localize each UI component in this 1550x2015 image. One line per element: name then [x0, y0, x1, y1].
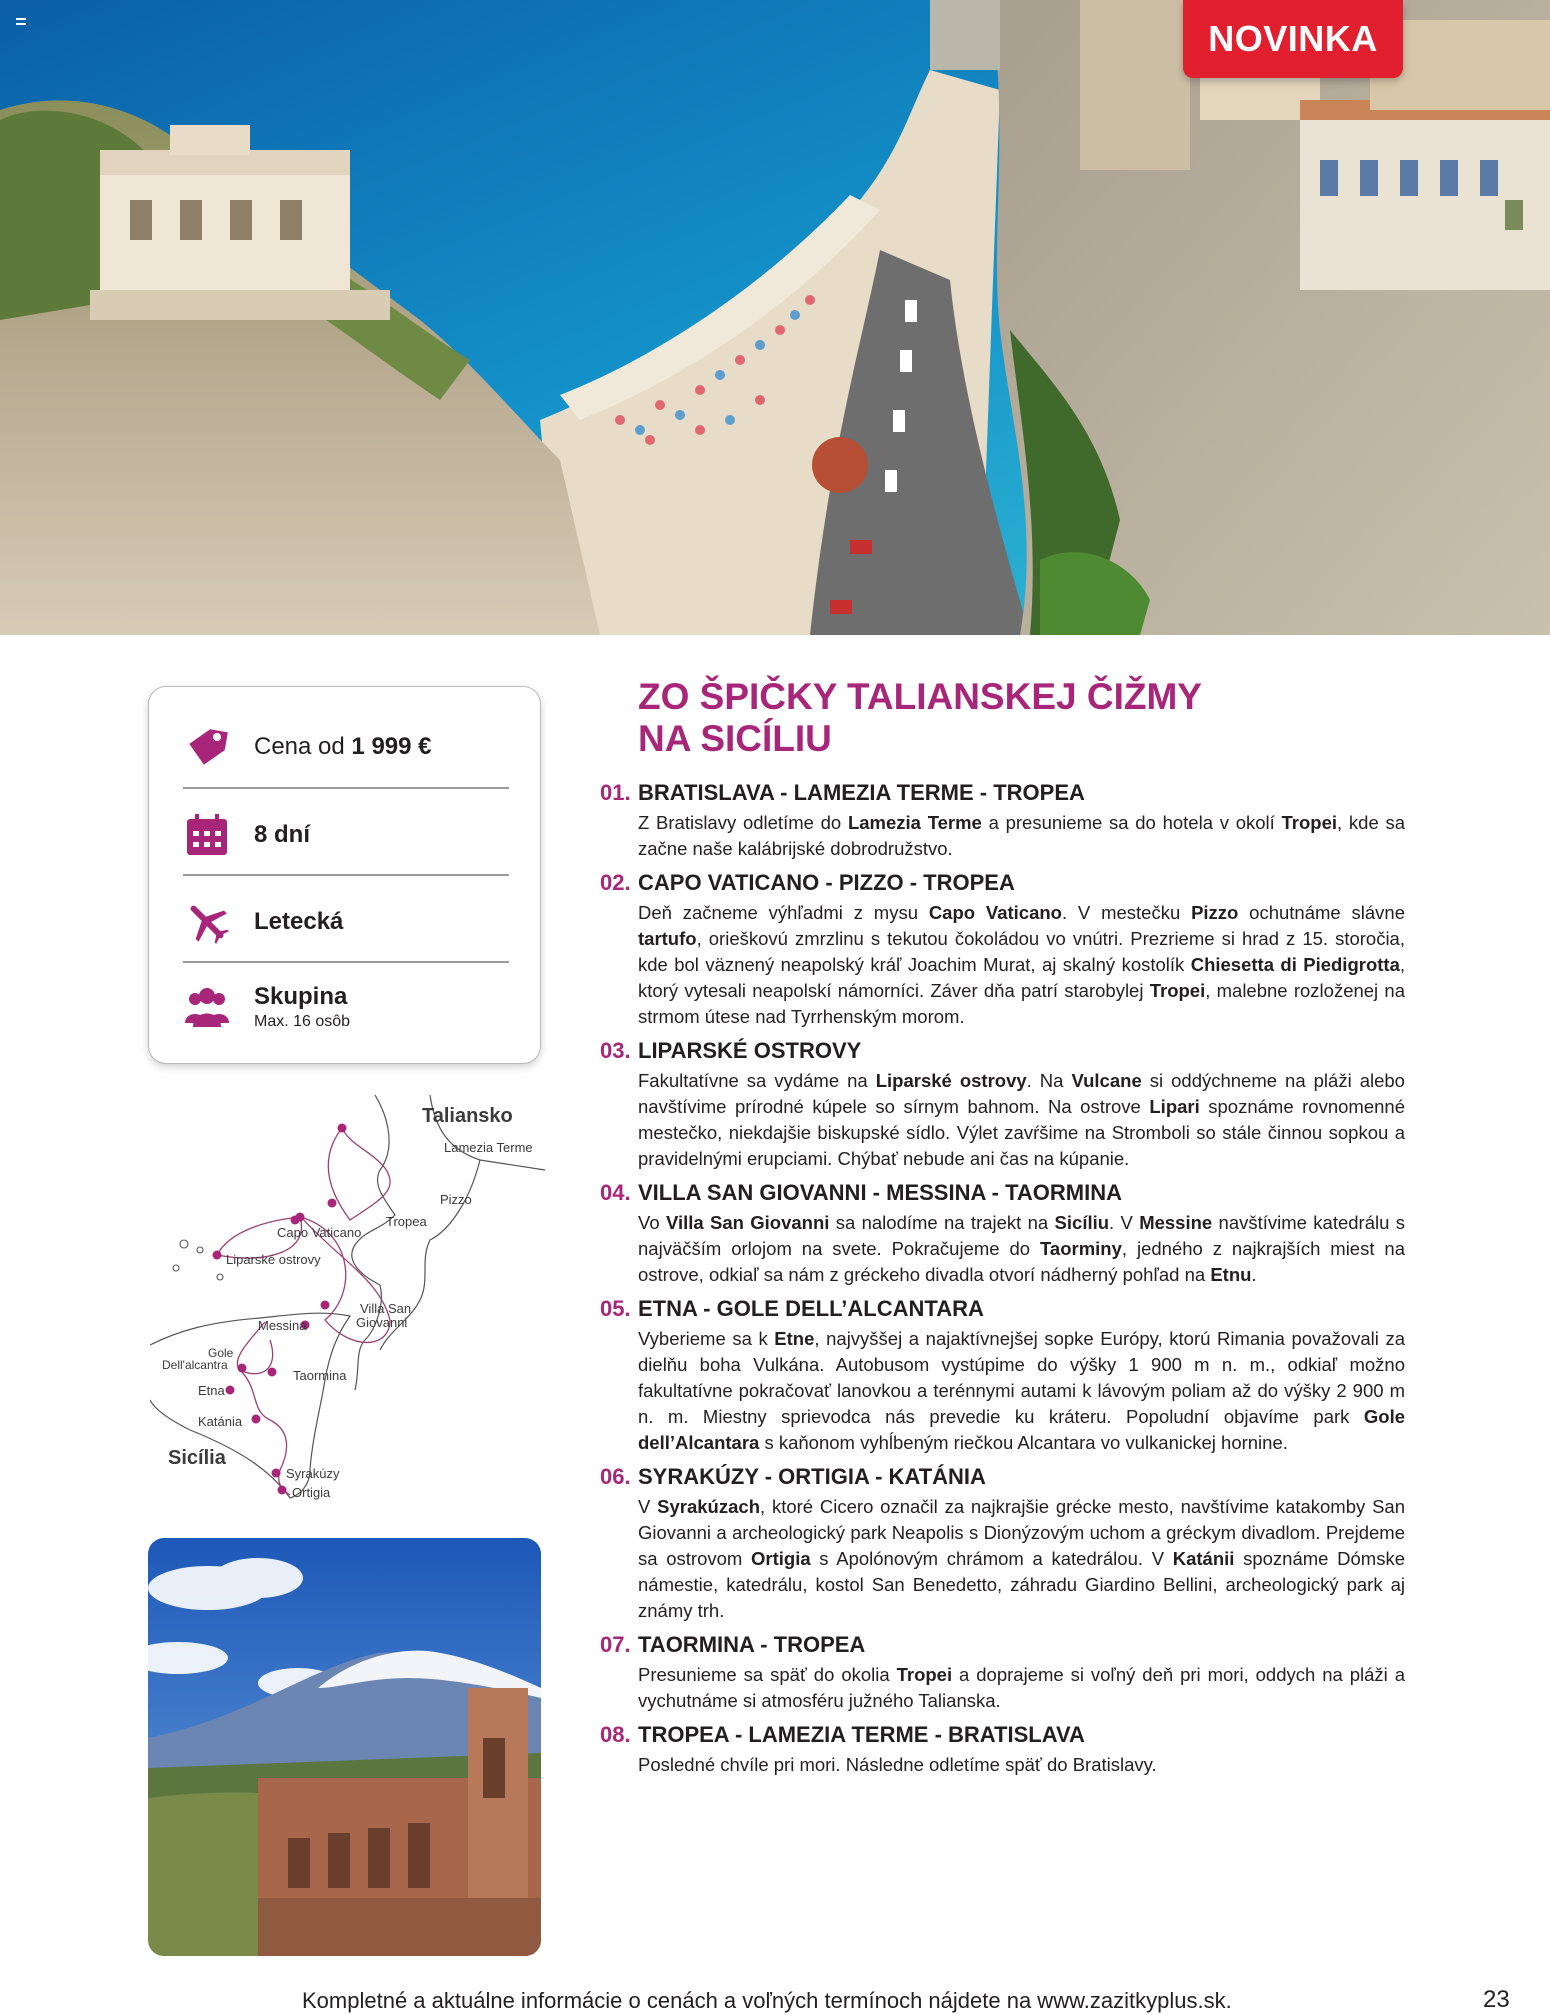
description-text: , najvyššej a najaktívnejšej sopke Európy, ktorú Rimania považovali za dielňu boha Vulkána. Autobusom vystúpime do výšky 1 900 m n. m., odkiaľ možno fakultatívne pokračovať lanovkou a terénnymi autami k lávovým poliam až do výšky 2 900 m n. m. Miestny sprievodca nás prevedie ku kráteru. Popoludní objavíme park — [638, 1328, 1405, 1427]
itinerary-day — [600, 1036, 1405, 1172]
day-description — [638, 1068, 1405, 1172]
map-label-gole2: Dell'alcantra — [162, 1358, 228, 1372]
map-label-taormina: Taormina — [293, 1368, 347, 1383]
map-label-pizzo: Pizzo — [440, 1192, 472, 1207]
duration-row — [183, 811, 509, 859]
day-heading — [600, 1630, 1405, 1660]
divider — [183, 787, 509, 789]
itinerary-day — [600, 778, 1405, 862]
itinerary-day — [600, 1178, 1405, 1288]
day-description — [638, 1326, 1405, 1456]
day-title: LIPARSKÉ OSTROVY — [638, 1038, 862, 1063]
description-text: . V mestečku — [1061, 902, 1192, 923]
map-label-villa2: Giovanni — [356, 1315, 408, 1330]
description-text: spoznáme Dómske námestie, katedrálu, kostol San Benedetto, záhradu Giardino Bellini, archeologický park aj známy trh. — [638, 1548, 1405, 1621]
calendar-icon — [183, 811, 231, 859]
description-text: s Apolónovým chrámom a katedrálou. V — [810, 1548, 1173, 1569]
highlighted-place: Tropei — [1281, 812, 1338, 833]
divider — [183, 961, 509, 963]
group-title: Skupina — [254, 983, 348, 1010]
highlighted-place: Tropei — [1149, 980, 1206, 1001]
day-heading — [600, 778, 1405, 808]
map-label-lipari: Liparské ostrovy — [226, 1252, 321, 1267]
description-text: a doprajeme si voľný deň pri mori, oddych na pláži a vychutnáme si atmosféru južného Talianska. — [638, 1664, 1405, 1711]
itinerary-list — [600, 778, 1405, 1784]
itinerary-day — [600, 1294, 1405, 1456]
day-description — [638, 810, 1405, 862]
description-text: , kde sa začne naše kalábrijské dobrodružstvo. — [638, 812, 1405, 859]
description-text: si oddýchneme na pláži alebo navštívime prírodné kúpele so sírnym bahnom. Na ostrove — [638, 1070, 1405, 1117]
map-label-tropea: Tropea — [386, 1214, 427, 1229]
day-heading — [600, 1294, 1405, 1324]
day-number: 06. — [600, 1464, 631, 1489]
map-label-katania: Katánia — [198, 1414, 243, 1429]
map-label-lamezia: Lamezia Terme — [444, 1140, 533, 1155]
day-number: 03. — [600, 1038, 631, 1063]
day-heading — [600, 1720, 1405, 1750]
map-label-gole1: Gole — [208, 1346, 234, 1360]
day-title: SYRAKÚZY - ORTIGIA - KATÁNIA — [638, 1464, 986, 1489]
description-text: Presunieme sa späť do okolia — [638, 1664, 897, 1685]
day-description — [638, 1752, 1405, 1778]
route-map — [150, 1090, 550, 1510]
transport-text: Letecká — [254, 908, 344, 935]
day-description — [638, 1494, 1405, 1624]
map-label-italy: Taliansko — [422, 1105, 513, 1127]
highlighted-place: Vulcane — [1071, 1070, 1142, 1091]
divider — [183, 874, 509, 876]
description-text: Z Bratislavy odletíme do — [638, 812, 848, 833]
description-text: spoznáme rovnomenné mestečko, niekdajšie biskupské sídlo. Výlet zavŕšime na Stromboli so stále činnou sopkou a pravidelnými erupciami. Chýbať nebude ani čas na kúpanie. — [638, 1096, 1405, 1169]
highlighted-place: Etnu — [1210, 1264, 1252, 1285]
highlighted-place: Syrakúzach — [657, 1496, 760, 1517]
day-description — [638, 1210, 1405, 1288]
page-title — [638, 676, 1338, 760]
highlighted-place: Sicíliu — [1054, 1212, 1110, 1233]
description-text: s kaňonom vyhĺbeným riečkou Alcantara vo vulkanickej hornine. — [759, 1432, 1288, 1453]
day-title: CAPO VATICANO - PIZZO - TROPEA — [638, 870, 1015, 895]
footer-text: Kompletné a aktuálne informácie o cenách a voľných termínoch nájdete na www.zazitkyplus.sk. — [302, 1988, 1232, 2013]
day-heading — [600, 1462, 1405, 1492]
map-label-messina: Messina — [258, 1318, 307, 1333]
day-number: 08. — [600, 1722, 631, 1747]
price-row — [183, 723, 509, 771]
highlighted-place: Pizzo — [1191, 902, 1239, 923]
description-text: . — [1251, 1264, 1257, 1285]
day-title: TAORMINA - TROPEA — [638, 1632, 866, 1657]
airplane-icon — [183, 898, 231, 946]
day-number: 07. — [600, 1632, 631, 1657]
description-text: sa nalodíme na trajekt na — [829, 1212, 1055, 1233]
description-text: V — [638, 1496, 658, 1517]
duration-text: 8 dní — [254, 821, 311, 848]
highlighted-place: Katánii — [1172, 1548, 1235, 1569]
description-text: , ktoré Cicero označil za najkrajšie grécke mesto, navštívime katakomby San Giovanni a archeologický park Neapolis s Dionýzovým uchom a gréckym divadlom. Prejdeme sa ostrovom — [638, 1496, 1405, 1569]
map-label-capo: Capo Vaticano — [277, 1225, 362, 1240]
day-heading — [600, 868, 1405, 898]
itinerary-day — [600, 1462, 1405, 1624]
highlighted-place: Villa San Giovanni — [665, 1212, 830, 1233]
highlighted-place: Liparské ostrovy — [875, 1070, 1027, 1091]
highlighted-place: Etne — [774, 1328, 815, 1349]
highlighted-place: Taorminy — [1040, 1238, 1122, 1259]
price-tag-icon — [183, 723, 231, 771]
transport-row — [183, 898, 509, 946]
highlighted-place: Tropei — [896, 1664, 953, 1685]
menu-mark — [16, 18, 26, 25]
map-label-villa1: Villa San — [360, 1301, 412, 1316]
itinerary-day — [600, 1720, 1405, 1778]
map-label-etna: Etna — [198, 1383, 225, 1398]
description-text: , orieškovú zmrzlinu s tekutou čokoládou vo vnútri. Prezrieme si hrad z 15. storočia, kde bol väznený neapolský kráľ Joachim Murat, aj skalný kostolík — [638, 928, 1405, 975]
day-number: 04. — [600, 1180, 631, 1205]
day-heading — [600, 1178, 1405, 1208]
map-label-sicily: Sicília — [168, 1447, 226, 1469]
description-text: Deň začneme výhľadmi z mysu — [638, 902, 929, 923]
highlighted-place: tartufo — [638, 928, 697, 949]
day-title: BRATISLAVA - LAMEZIA TERME - TROPEA — [638, 780, 1085, 805]
description-text: . Na — [1026, 1070, 1072, 1091]
description-text: , malebne rozloženej na strmom útese nad Tyrrhenským morom. — [638, 980, 1405, 1027]
description-text: ochutnáme slávne — [1238, 902, 1405, 923]
title-line-1: ZO ŠPIČKY TALIANSKEJ ČIŽMY — [638, 676, 1202, 717]
highlighted-place: Ortigia — [751, 1548, 811, 1569]
map-label-syrakuzy: Syrakúzy — [286, 1466, 340, 1481]
highlighted-place: Gole dell’Alcantara — [638, 1406, 1405, 1453]
day-number: 01. — [600, 780, 631, 805]
highlighted-place: Capo Vaticano — [928, 902, 1062, 923]
description-text: Posledné chvíle pri mori. Následne odletíme späť do Bratislavy. — [638, 1754, 1157, 1775]
highlighted-place: Lipari — [1149, 1096, 1200, 1117]
highlighted-place: Lamezia Terme — [847, 812, 982, 833]
trip-info-card — [148, 686, 541, 1064]
description-text: Vo — [638, 1212, 666, 1233]
group-row — [183, 983, 509, 1031]
day-title: ETNA - GOLE DELL’ALCANTARA — [638, 1296, 984, 1321]
title-line-2: NA SICÍLIU — [638, 718, 832, 759]
description-text: Vyberieme sa k — [638, 1328, 775, 1349]
price-prefix: Cena od — [254, 733, 345, 760]
price-value: 1 999 € — [351, 733, 432, 760]
day-number: 02. — [600, 870, 631, 895]
description-text: , jedného z najkrajších miest na ostrove, odkiaľ sa nám z gréckeho divadla otvorí nádherný pohľad na — [638, 1238, 1405, 1285]
day-title: VILLA SAN GIOVANNI - MESSINA - TAORMINA — [638, 1180, 1122, 1205]
description-text: a presunieme sa do hotela v okolí — [981, 812, 1282, 833]
day-description — [638, 900, 1405, 1030]
group-sub: Max. 16 osôb — [254, 1013, 351, 1030]
highlighted-place: Messine — [1139, 1212, 1213, 1233]
description-text: Fakultatívne sa vydáme na — [638, 1070, 876, 1091]
day-number: 05. — [600, 1296, 631, 1321]
itinerary-day — [600, 868, 1405, 1030]
day-title: TROPEA - LAMEZIA TERME - BRATISLAVA — [638, 1722, 1085, 1747]
day-heading — [600, 1036, 1405, 1066]
description-text: navštívime katedrálu s najväčším orlojom na svete. Pokračujeme do — [638, 1212, 1405, 1259]
description-text: . V — [1109, 1212, 1140, 1233]
page-number: 23 — [1483, 1986, 1510, 2013]
highlighted-place: Chiesetta di Piedigrotta — [1190, 954, 1400, 975]
group-icon — [183, 983, 231, 1031]
day-description — [638, 1662, 1405, 1714]
map-label-ortigia: Ortigia — [292, 1485, 331, 1500]
new-badge: NOVINKA — [1183, 0, 1403, 78]
itinerary-day — [600, 1630, 1405, 1714]
hero-photo — [0, 0, 1550, 635]
description-text: , ktorý vytesali neapolskí námorníci. Záver dňa patrí starobylej — [638, 954, 1405, 1001]
taormina-photo — [148, 1538, 541, 1956]
